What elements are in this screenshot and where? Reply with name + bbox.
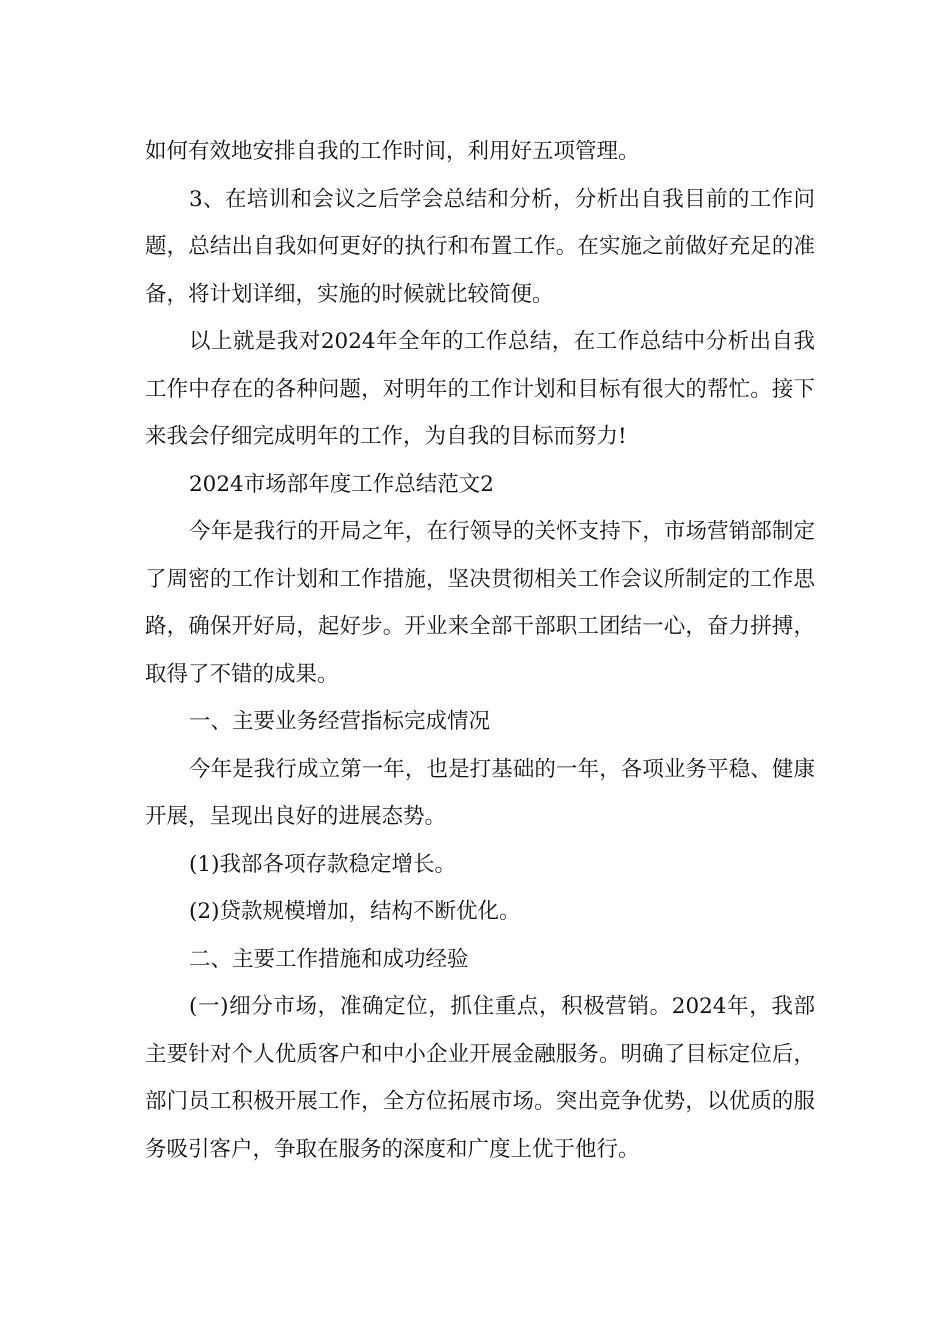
list-item-1: (1)我部各项存款稳定增长。 <box>189 851 456 877</box>
paragraph-3: 以上就是我对2024年全年的工作总结，在工作总结中分析出自我工作中存在的各种问题，对明年的工作计划和目标有很大的帮忙。接下来我会仔细完成明年的工作，为自我的目标而努力! <box>145 329 815 449</box>
section-title: 2024市场部年度工作总结范文2 <box>189 471 494 497</box>
paragraph-1: 如何有效地安排自我的工作时间，利用好五项管理。 <box>145 139 640 164</box>
heading-1: 一、主要业务经营指标完成情况 <box>189 709 491 734</box>
paragraph-11: (一)细分市场，准确定位，抓住重点，积极营销。2024年，我部主要针对个人优质客户和中小企业开展金融服务。明确了目标定位后，部门员工积极开展工作，全方位拓展市场。突出竞争优势，以优质的服务吸引客户，争取在服务的深度和广度上优于他行。 <box>145 994 815 1162</box>
list-item-2: (2)贷款规模增加，结构不断优化。 <box>189 899 521 924</box>
heading-2: 二、主要工作措施和成功经验 <box>189 946 469 972</box>
document-body <box>145 128 815 1173</box>
paragraph-5: 今年是我行的开局之年，在行领导的关怀支持下，市场营销部制定了周密的工作计划和工作措施，坚决贯彻相关工作会议所制定的工作思路，确保开好局，起好步。开业来全部干部职工团结一心，奋力拼搏，取得了不错的成果。 <box>145 519 815 687</box>
paragraph-7: 今年是我行成立第一年，也是打基础的一年，各项业务平稳、健康开展，呈现出良好的进展态势。 <box>145 756 815 829</box>
paragraph-2: 3、在培训和会议之后学会总结和分析，分析出自我目前的工作问题，总结出自我如何更好的执行和布置工作。在实施之前做好充足的准备，将计划详细，实施的时候就比较简便。 <box>145 186 815 307</box>
